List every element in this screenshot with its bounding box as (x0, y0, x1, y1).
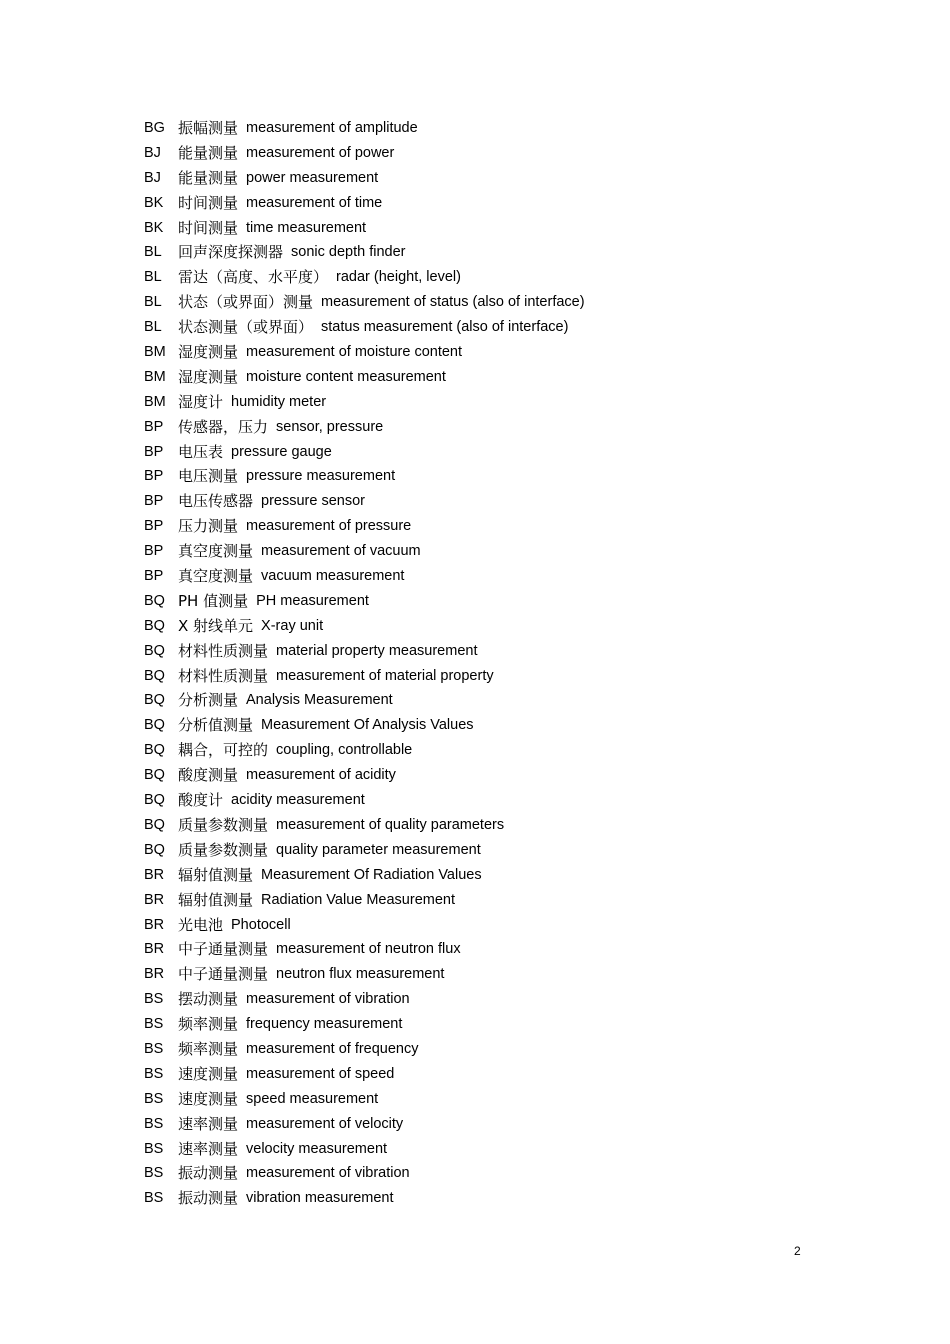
entry-chinese-term: 光电池 (178, 915, 224, 934)
entry-english-term: Measurement Of Radiation Values (261, 866, 482, 883)
entry-code: BP (144, 493, 164, 510)
entry-english-term: acidity measurement (231, 792, 365, 809)
entry-code: BL (144, 294, 162, 311)
entry-english-term: Radiation Value Measurement (261, 891, 455, 908)
entry-chinese-term: 质量参数测量 (178, 815, 269, 834)
glossary-entry (144, 962, 824, 987)
entry-english-term: sonic depth finder (291, 244, 406, 261)
page-number: 2 (794, 1244, 801, 1258)
glossary-entry (144, 539, 824, 564)
entry-chinese-term: 回声深度探测器 (178, 243, 284, 262)
entry-code: BJ (144, 144, 161, 161)
entry-code: BK (144, 219, 164, 236)
entry-english-term: time measurement (246, 219, 367, 236)
glossary-entry (144, 1137, 824, 1162)
entry-chinese-term: 真空度测量 (178, 542, 254, 561)
entry-code: BM (144, 393, 166, 410)
entry-code: BP (144, 518, 164, 535)
glossary-entry (144, 614, 824, 639)
entry-code: BS (144, 1165, 164, 1182)
entry-chinese-term: 时间测量 (178, 218, 239, 237)
glossary-entry (144, 639, 824, 664)
entry-code: BS (144, 991, 164, 1008)
entry-code: BS (144, 1190, 164, 1207)
entry-chinese-term: 耦合，可控的 (178, 741, 269, 760)
entry-code: BP (144, 418, 164, 435)
entry-english-term: Photocell (231, 916, 291, 933)
glossary-entry (144, 838, 824, 863)
entry-english-term: measurement of vibration (246, 991, 410, 1008)
entry-english-term: measurement of speed (246, 1065, 395, 1082)
entry-code: BQ (144, 816, 165, 833)
glossary-entry (144, 913, 824, 938)
entry-chinese-term: 中子通量测量 (178, 965, 269, 984)
entry-code: BR (144, 966, 165, 983)
entry-chinese-term: 速度测量 (178, 1064, 239, 1083)
entry-chinese-term: 速度测量 (178, 1089, 239, 1108)
entry-chinese-term: 辐射值测量 (178, 890, 254, 909)
entry-chinese-term: 雷达（高度、水平度） (178, 268, 329, 287)
entry-chinese-term: 湿度计 (178, 392, 224, 411)
entry-code: BP (144, 568, 164, 585)
entry-chinese-term: 材料性质测量 (178, 666, 269, 685)
entry-code: BQ (144, 792, 165, 809)
glossary-entry (144, 464, 824, 489)
entry-code: BR (144, 891, 165, 908)
entry-english-term: coupling, controllable (276, 742, 413, 759)
glossary-entry (144, 738, 824, 763)
entry-chinese-term: PH 值测量 (178, 591, 249, 610)
glossary-entry (144, 1012, 824, 1037)
glossary-entry (144, 216, 824, 241)
entry-chinese-term: 振动测量 (178, 1164, 239, 1183)
entry-english-term: measurement of frequency (246, 1040, 419, 1057)
entry-english-term: measurement of time (246, 194, 383, 211)
glossary-entry (144, 290, 824, 315)
entry-english-term: moisture content measurement (246, 368, 446, 385)
glossary-entry (144, 514, 824, 539)
glossary-entry (144, 888, 824, 913)
entry-code: BP (144, 468, 164, 485)
entry-code: BL (144, 319, 162, 336)
glossary-entry (144, 763, 824, 788)
entry-code: BQ (144, 617, 165, 634)
entry-chinese-term: 振动测量 (178, 1189, 239, 1208)
glossary-entry (144, 1087, 824, 1112)
entry-chinese-term: 状态（或界面）测量 (178, 293, 314, 312)
glossary-entry (144, 489, 824, 514)
glossary-entry (144, 863, 824, 888)
entry-code: BS (144, 1040, 164, 1057)
entry-code: BS (144, 1065, 164, 1082)
entry-code: BQ (144, 767, 165, 784)
glossary-entry (144, 1112, 824, 1137)
entry-chinese-term: 频率测量 (178, 1039, 239, 1058)
glossary-entry (144, 1186, 824, 1211)
entry-code: BQ (144, 667, 165, 684)
entry-chinese-term: 电压测量 (178, 467, 239, 486)
entry-english-term: measurement of acidity (246, 767, 396, 784)
glossary-entry (144, 987, 824, 1012)
entry-english-term: humidity meter (231, 393, 327, 410)
entry-english-term: measurement of vibration (246, 1165, 410, 1182)
entry-english-term: material property measurement (276, 642, 478, 659)
entry-english-term: measurement of material property (276, 667, 494, 684)
entry-english-term: status measurement (also of interface) (321, 319, 569, 336)
entry-code: BR (144, 866, 165, 883)
glossary-entry (144, 365, 824, 390)
entry-code: BQ (144, 841, 165, 858)
glossary-entry (144, 713, 824, 738)
entry-english-term: pressure gauge (231, 443, 332, 460)
entry-code: BR (144, 941, 165, 958)
entry-english-term: measurement of neutron flux (276, 941, 461, 958)
entry-chinese-term: 酸度计 (178, 791, 224, 810)
entry-code: BM (144, 344, 166, 361)
entry-code: BG (144, 120, 165, 136)
entry-code: BR (144, 916, 165, 933)
glossary-entry (144, 116, 824, 141)
entry-english-term: pressure sensor (261, 493, 365, 510)
entry-english-term: vibration measurement (246, 1190, 394, 1207)
glossary-entry (144, 788, 824, 813)
entry-english-term: velocity measurement (246, 1140, 388, 1157)
entry-chinese-term: 状态测量（或界面） (178, 318, 314, 337)
glossary-entry (144, 265, 824, 290)
entry-chinese-term: 酸度测量 (178, 766, 239, 785)
entry-chinese-term: 时间测量 (178, 193, 239, 212)
glossary-list (144, 116, 824, 1211)
entry-chinese-term: 分析测量 (178, 691, 239, 710)
entry-english-term: measurement of status (also of interface) (321, 294, 585, 311)
entry-code: BQ (144, 642, 165, 659)
entry-english-term: measurement of pressure (246, 518, 412, 535)
glossary-entry (144, 589, 824, 614)
entry-chinese-term: 中子通量测量 (178, 940, 269, 959)
entry-code: BL (144, 244, 162, 261)
glossary-entry (144, 1037, 824, 1062)
entry-chinese-term: 能量测量 (178, 143, 239, 162)
entry-english-term: pressure measurement (246, 468, 396, 485)
entry-code: BS (144, 1115, 164, 1132)
entry-english-term: Measurement Of Analysis Values (261, 717, 474, 734)
entry-code: BP (144, 443, 164, 460)
entry-chinese-term: 电压表 (178, 442, 224, 461)
entry-english-term: Analysis Measurement (246, 692, 393, 709)
entry-chinese-term: X 射线单元 (178, 616, 254, 635)
entry-code: BS (144, 1090, 164, 1107)
entry-code: BS (144, 1016, 164, 1033)
entry-english-term: radar (height, level) (336, 269, 461, 286)
glossary-entry (144, 1161, 824, 1186)
glossary-entry (144, 340, 824, 365)
glossary-entry (144, 564, 824, 589)
entry-english-term: sensor, pressure (276, 418, 384, 435)
entry-code: BQ (144, 592, 165, 609)
entry-code: BP (144, 543, 164, 560)
glossary-entry (144, 240, 824, 265)
entry-chinese-term: 分析值测量 (178, 716, 254, 735)
entry-chinese-term: 传感器，压力 (178, 417, 269, 436)
entry-chinese-term: 压力测量 (178, 517, 239, 536)
glossary-entry (144, 440, 824, 465)
entry-code: BQ (144, 692, 165, 709)
entry-english-term: measurement of velocity (246, 1115, 404, 1132)
entry-english-term: measurement of amplitude (246, 120, 418, 136)
entry-code: BQ (144, 742, 165, 759)
entry-english-term: PH measurement (256, 592, 369, 609)
entry-english-term: speed measurement (246, 1090, 379, 1107)
entry-chinese-term: 材料性质测量 (178, 641, 269, 660)
entry-chinese-term: 振幅测量 (178, 119, 239, 137)
entry-chinese-term: 湿度测量 (178, 367, 239, 386)
entry-english-term: measurement of quality parameters (276, 816, 505, 833)
glossary-entry (144, 813, 824, 838)
entry-chinese-term: 速率测量 (178, 1114, 239, 1133)
entry-code: BQ (144, 717, 165, 734)
glossary-entry (144, 191, 824, 216)
glossary-entry (144, 415, 824, 440)
entry-english-term: frequency measurement (246, 1016, 403, 1033)
glossary-entry (144, 166, 824, 191)
entry-english-term: quality parameter measurement (276, 841, 481, 858)
glossary-entry (144, 1062, 824, 1087)
glossary-entry (144, 688, 824, 713)
entry-english-term: power measurement (246, 169, 379, 186)
glossary-entry (144, 664, 824, 689)
entry-english-term: measurement of vacuum (261, 543, 421, 560)
entry-chinese-term: 速率测量 (178, 1139, 239, 1158)
glossary-entry (144, 141, 824, 166)
glossary-entry (144, 937, 824, 962)
entry-chinese-term: 能量测量 (178, 168, 239, 187)
entry-chinese-term: 电压传感器 (178, 492, 254, 511)
entry-english-term: measurement of power (246, 144, 395, 161)
entry-english-term: neutron flux measurement (276, 966, 445, 983)
entry-code: BM (144, 368, 166, 385)
entry-chinese-term: 湿度测量 (178, 343, 239, 362)
entry-code: BK (144, 194, 164, 211)
entry-chinese-term: 质量参数测量 (178, 840, 269, 859)
entry-chinese-term: 辐射值测量 (178, 865, 254, 884)
entry-code: BL (144, 269, 162, 286)
entry-english-term: vacuum measurement (261, 568, 405, 585)
entry-chinese-term: 真空度测量 (178, 567, 254, 586)
entry-chinese-term: 频率测量 (178, 1015, 239, 1034)
glossary-entry (144, 390, 824, 415)
entry-chinese-term: 摆动测量 (178, 990, 239, 1009)
entry-code: BJ (144, 169, 161, 186)
entry-code: BS (144, 1140, 164, 1157)
entry-english-term: X-ray unit (261, 617, 324, 634)
entry-english-term: measurement of moisture content (246, 344, 463, 361)
glossary-entry (144, 315, 824, 340)
